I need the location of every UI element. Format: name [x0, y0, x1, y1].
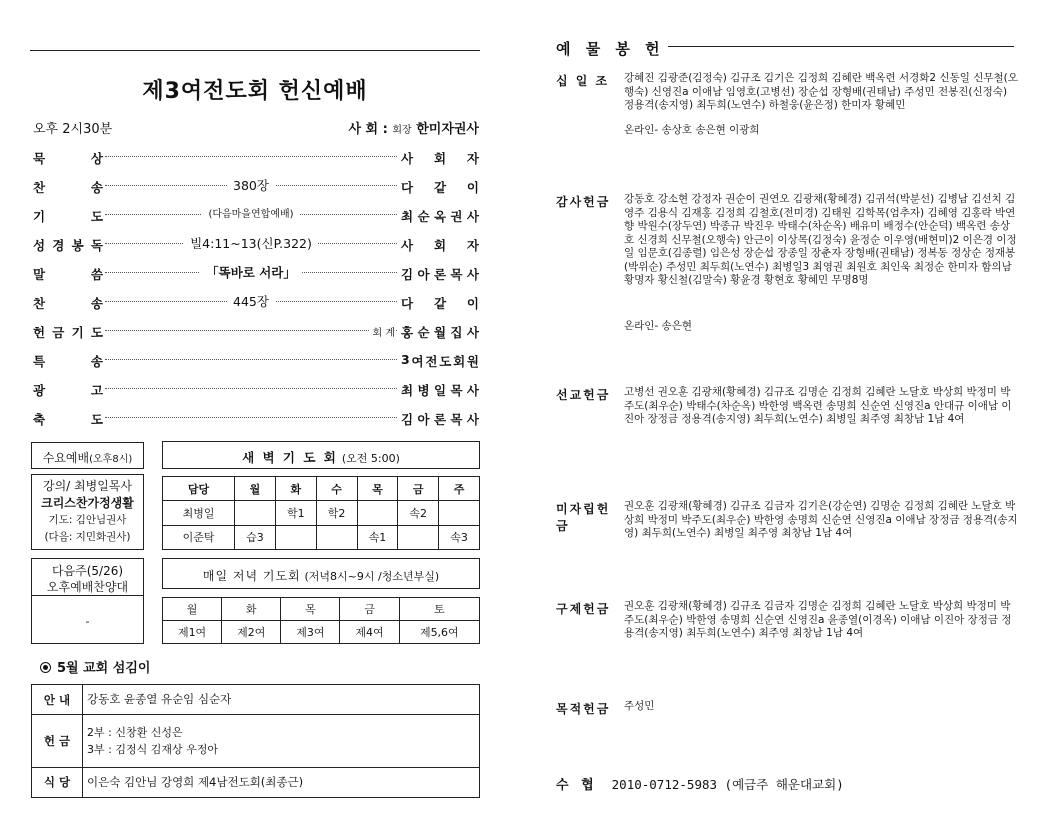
evening-header-cell: 금 [340, 598, 399, 621]
order-person: 사 회 자 [401, 151, 479, 166]
service-row [32, 715, 480, 767]
dawn-cell: 습3 [235, 525, 276, 549]
order-label: 묵 상 [33, 151, 103, 166]
service-line: 2부 : 신창환 신성은 [87, 725, 183, 739]
evening-header-cell: 월 [163, 598, 222, 621]
evening-header-cell: 토 [399, 598, 479, 621]
order-label: 특 송 [33, 354, 103, 369]
order-label: 헌 금 기 도 [33, 325, 103, 340]
offering-names: 고병선 권오훈 김광채(황혜경) 김규조 김명순 김정희 김혜란 노달호 박상희 박정미 박주도(최우순) 박태수(차순옥) 박한영 백옥련 송명희 신순연 신영진a 안대규 이애남 이진아 장정금 정용격(송지영) 최두희(노연수) 최병일 최주영 최창남 1남 4여 [624, 386, 1012, 425]
offering-category: 목적헌금 [556, 702, 611, 716]
bank-account: 수 협 2010-0712-5983 (예금주 해운대교회) [556, 777, 844, 793]
dot-leader [105, 388, 397, 389]
order-label: 말 씀 [33, 267, 103, 282]
dawn-header-cell: 금 [398, 477, 439, 501]
service-time: 오후 2시30분 [33, 122, 113, 137]
offering-online: 온라인- 송상호 송은현 이광희 [624, 124, 760, 136]
offering-category: 감사헌금 [556, 195, 611, 209]
order-label: 성 경 봉 독 [33, 238, 103, 253]
dawn-cell: 학2 [316, 501, 357, 525]
order-person: 다 같 이 [401, 296, 479, 311]
offering-names: 권오훈 김광채(황혜경) 김규조 김금자 김명순 김정희 김혜란 노달호 박상희 박정미 박주도(최우순) 박한영 송명희 신순연 신영진a 윤종열(이경옥) 이애남 이진아 장정금 정용격(송지영) 최두희(노연수) 최주영 최창남 1남 4여 [624, 600, 1012, 639]
offering-online: 온라인- 송은현 [624, 320, 692, 332]
order-person: 최 순 옥 권 사 [401, 209, 479, 224]
dawn-row [163, 501, 480, 525]
offering-category: 십 일 조 [556, 74, 610, 88]
dawn-cell [316, 525, 357, 549]
service-names [83, 715, 480, 767]
dawn-cell [275, 525, 316, 549]
order-row [33, 205, 479, 225]
order-note: 회 계 [369, 324, 396, 339]
evening-title-box: 매일 저녁 기도회 (저녁8시~9시 /청소년부실) [162, 558, 480, 589]
order-label: 광 고 [33, 383, 103, 398]
evening-cell: 제1여 [163, 621, 222, 644]
order-detail: 445장 [105, 292, 397, 310]
order-row [33, 350, 479, 370]
order-person: 사 회 자 [401, 238, 479, 253]
offering-category: 구제헌금 [556, 602, 611, 616]
wednesday-title-box: 수요예배(오후8시) [31, 442, 144, 469]
dawn-header-cell: 담당 [163, 477, 235, 501]
order-person: 최 병 일 목 사 [401, 383, 479, 398]
offering-heading-rule [668, 46, 1014, 47]
evening-header-cell: 목 [281, 598, 340, 621]
order-row [33, 292, 479, 312]
offering-category: 미자립헌금 [556, 502, 611, 533]
order-row [33, 234, 479, 254]
dawn-cell: 이준탁 [163, 525, 235, 549]
order-row [33, 263, 479, 283]
order-detail: 빌4:11~13(신P.322) [105, 234, 397, 252]
dawn-cell: 최병일 [163, 501, 235, 525]
service-label: 식 당 [32, 767, 83, 797]
order-label: 기 도 [33, 209, 103, 224]
dot-leader [105, 156, 397, 157]
dawn-cell: 학1 [275, 501, 316, 525]
order-row [33, 379, 479, 399]
order-person: 김 아 론 목 사 [401, 267, 479, 282]
order-detail: (다음마을연합예배) [105, 205, 397, 220]
offering-names: 권오훈 김광채(황혜경) 김규조 김금자 김기은(강순연) 김명순 김정희 김혜란 노달호 박상희 박정미 박주도(최우순) 박한영 송명희 신순연 신영진a 이애남 장정금 정용격(송지영) 최두희(노연수) 최병일 최주영 최창남 1남 4여 [624, 500, 1018, 539]
dawn-header-cell: 주 [439, 477, 480, 501]
offering-names: 강동호 강소현 강정자 권순이 권연오 김광채(황혜경) 김귀석(박분선) 김병남 김선치 김영주 김용식 김재홍 김정희 김철호(전미경) 김태원 김학목(엄추자) 김혜영 김홍락 박연향 박원수(장두연) 박종규 박진우 박태수(차순옥) 배유미 배정수(안순덕) 백옥련 송상호 신경희 신무철(오행숙) 안근이 이상목(김정숙) 윤정순 이우영(배현미)2 이은경 이정일 임문호(김종렬) 임은성 장순섭 장종일 장춘자 장형배(권태남) 정복동 정상순 정재봉(박위순) 주성민 최두희(노연수) 최병일3 최영권 최원호 최인욱 최정순 한미자 함의남 황명자 황신철(김말숙) 황윤경 황현호 황혜민 무명8명 [624, 193, 1017, 286]
evening-cell: 제5,6여 [399, 621, 479, 644]
dot-leader [105, 359, 397, 360]
dawn-cell: 속3 [439, 525, 480, 549]
page-title: 제3여전도회 헌신예배 [142, 79, 368, 104]
service-line: 이은숙 김안님 강영희 제4남전도회(최종근) [87, 774, 304, 789]
dawn-header-cell: 수 [316, 477, 357, 501]
dot-leader [105, 330, 397, 331]
evening-cell: 제4여 [340, 621, 399, 644]
service-volunteers-table [31, 684, 480, 798]
offering-names: 주성민 [624, 700, 655, 712]
order-person: 다 같 이 [401, 180, 479, 195]
service-row [32, 767, 480, 797]
wednesday-detail-box: 강의/ 최병일목사 크리스찬가정생활 기도: 김안님권사 (다음: 지민화권사) [31, 474, 144, 550]
offering-category: 선교헌금 [556, 388, 611, 402]
dawn-header-cell: 화 [275, 477, 316, 501]
order-row [33, 321, 479, 341]
order-person: 홍 순 월 집 사 [401, 325, 479, 340]
dawn-schedule-table [162, 476, 480, 550]
next-week-box: 다음주(5/26) 오후예배찬양대 - [31, 558, 144, 644]
offering-heading: 예 물 봉 헌 [556, 40, 665, 58]
dawn-cell [235, 501, 276, 525]
service-label: 헌 금 [32, 715, 83, 767]
evening-header-cell: 화 [222, 598, 281, 621]
service-names [83, 685, 480, 715]
evening-schedule-table [162, 597, 480, 644]
dawn-cell [398, 525, 439, 549]
dawn-cell: 속2 [398, 501, 439, 525]
order-row [33, 408, 479, 428]
service-line: 강동호 윤종열 유순임 심순자 [87, 692, 232, 707]
dawn-header-cell: 목 [357, 477, 398, 501]
evening-cell: 제2여 [222, 621, 281, 644]
dawn-row [163, 525, 480, 549]
order-label: 찬 송 [33, 296, 103, 311]
bullet-icon [40, 662, 51, 673]
order-person: 김 아 론 목 사 [401, 412, 479, 427]
service-row [32, 685, 480, 715]
service-line: 3부 : 김정식 김재상 우정아 [87, 742, 218, 756]
dawn-title-box: 새 벽 기 도 회 (오전 5:00) [162, 441, 480, 469]
order-detail: 「똑바로 서라」 [105, 263, 397, 281]
evening-cell: 제3여 [281, 621, 340, 644]
dawn-cell [439, 501, 480, 525]
service-names [83, 767, 480, 797]
order-label: 찬 송 [33, 180, 103, 195]
order-label: 축 도 [33, 412, 103, 427]
service-volunteers-heading: 5월 교회 섬김이 [40, 657, 150, 676]
dot-leader [105, 417, 397, 418]
offering-names: 강혜진 김광준(김정숙) 김규조 김기은 김정희 김혜란 백옥련 서경화2 신동일 신무철(오행숙) 신영진a 이애남 임영호(고병선) 장순섭 장형배(권태남) 주성민 전봉진(신정숙) 정용격(송지영) 최두희(노연수) 하철웅(윤은정) 한미자 황혜민 [624, 72, 1018, 111]
top-divider [30, 50, 480, 51]
order-row [33, 176, 479, 196]
order-person: 3 여 전 도 회 원 [401, 352, 479, 369]
order-detail: 380장 [105, 176, 397, 194]
dawn-cell [357, 501, 398, 525]
service-label: 안 내 [32, 685, 83, 715]
order-row [33, 147, 479, 167]
dawn-cell: 속1 [357, 525, 398, 549]
service-host: 사 회 : 회장 한미자권사 [348, 122, 479, 137]
dawn-header-cell: 월 [235, 477, 276, 501]
